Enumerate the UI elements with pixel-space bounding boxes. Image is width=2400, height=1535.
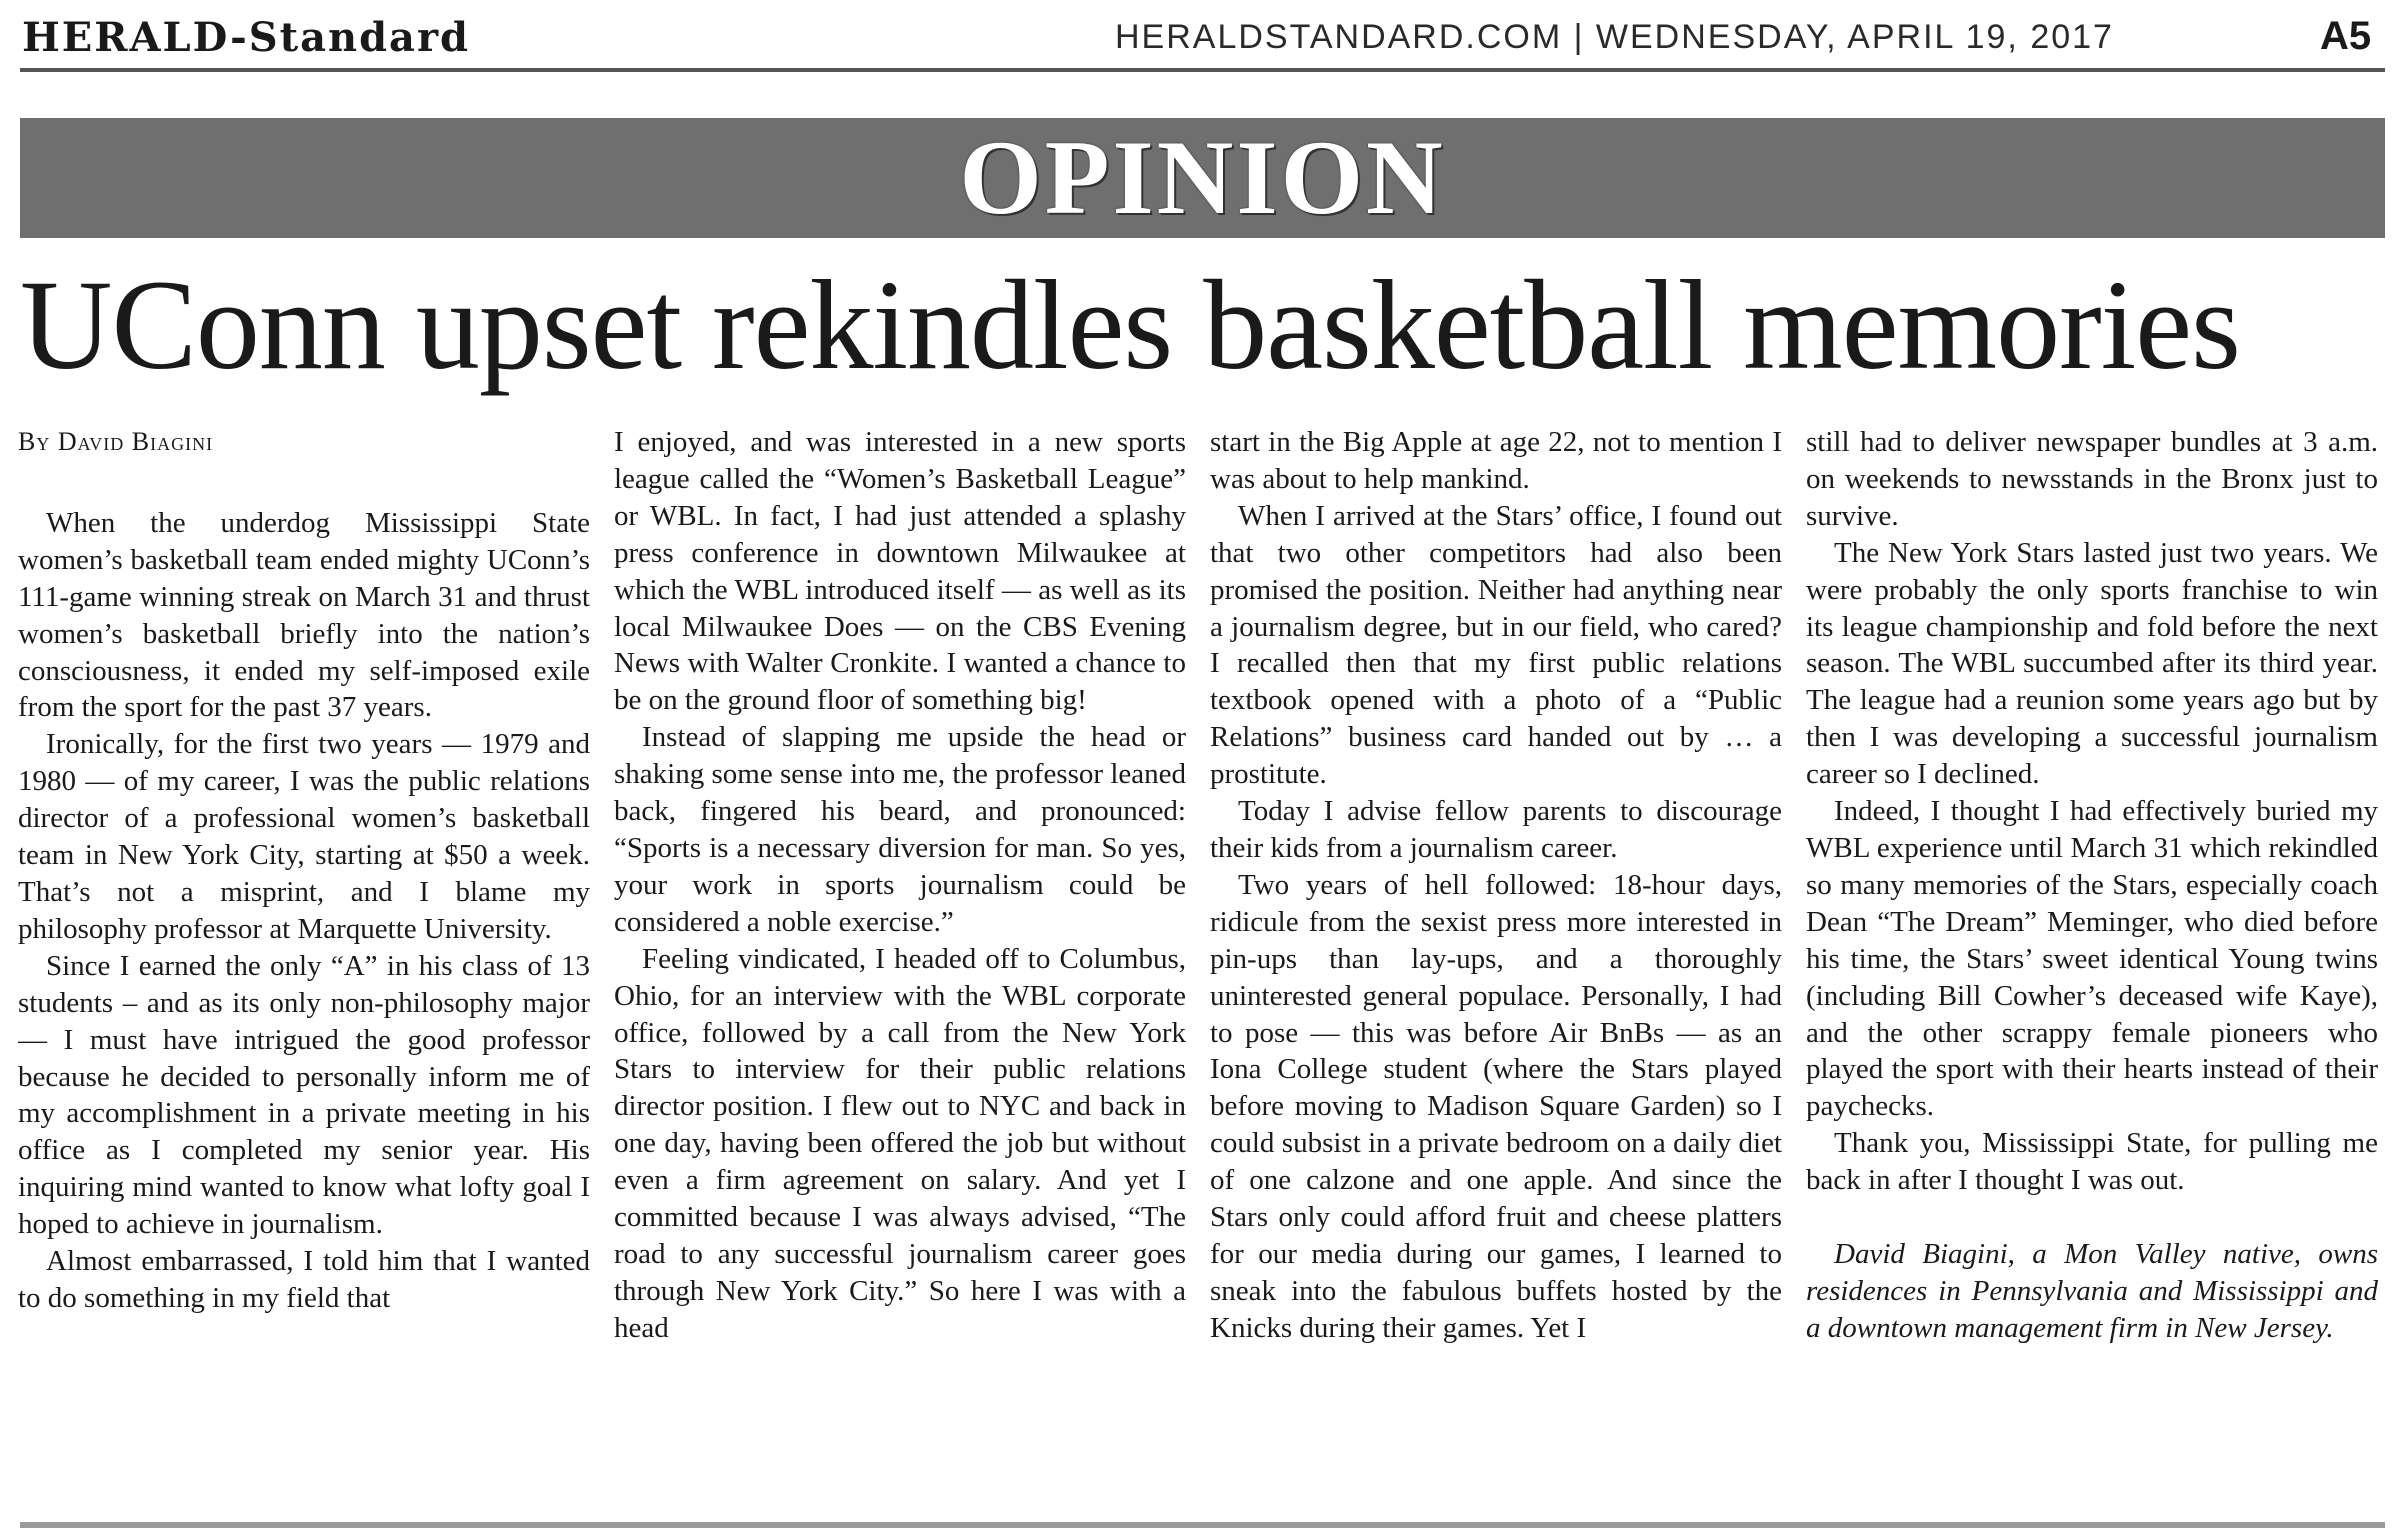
article-byline: By David Biagini (18, 427, 214, 456)
paragraph: Since I earned the only “A” in his class of 13 students – and as its only non-philosophy major — I must have intrigued the good professor because he decided to personally inform me of my accomplishment in a private meeting in his office as I completed my senior year. His inquiring mind wanted to know what lofty goal I hoped to achieve in journalism. (18, 949, 590, 1241)
paragraph: Instead of slapping me upside the head or shaking some sense into me, the professor leaned back, fingered his beard, and pronounced: “Sports is a necessary diversion for man. So yes, your work in sports journalism could be considered a noble exercise.” (614, 721, 1186, 938)
paragraph: Ironically, for the first two years — 1979 and 1980 — of my career, I was the public relations director of a professional women’s basketball team in New York City, starting at $50 a week. That’s not a misprint, and I blame my philosophy professor at Marquette University. (18, 728, 590, 945)
section-title: OPINION (959, 119, 1446, 236)
paragraph: start in the Big Apple at age 22, not to mention I was about to help mankind. (1210, 426, 1782, 495)
paragraph: I enjoyed, and was interested in a new sports league called the “Women’s Basketball League” or WBL. In fact, I had just attended a splashy press conference in downtown Milwaukee at which the WBL introduced itself — as well as its local Milwaukee Does — on the CBS Evening News with Walter Cronkite. I wanted a chance to be on the ground floor of something big! (614, 426, 1186, 717)
paragraph: When the underdog Mississippi State women’s basketball team ended mighty UConn’s 111-game winning streak on March 31 and thrust women’s basketball briefly into the nation’s consciousness, it ended my self-imposed exile from the sport for the past 37 years. (18, 506, 590, 724)
masthead-date-line: HERALDSTANDARD.COM | WEDNESDAY, APRIL 19, 2017 (1115, 18, 2114, 56)
paragraph: When I arrived at the Stars’ office, I found out that two other competitors had also been promised the position. Neither had anything near a journalism degree, but in our field, who cared? I recalled then that my first public relations textbook opened with a photo of a “Public Relations” business card handed out by … a prostitute. (1210, 499, 1782, 791)
paragraph: Feeling vindicated, I headed off to Columbus, Ohio, for an interview with the WBL corporate office, followed by a call from the New York Stars to interview for their public relations director position. I flew out to NYC and back in one day, having been offered the job but without even a firm agreement on salary. And yet I committed because I was always advised, “The road to any successful journalism career goes through New York City.” So here I was with a head (614, 942, 1186, 1344)
paragraph: Two years of hell followed: 18-hour days, ridicule from the sexist press more interested in pin-ups than lay-ups, and a thoroughly uninterested general populace. Personally, I had to pose — this was before Air BnBs — as an Iona College student (where the Stars played before moving to Madison Square Garden) so I could subsist in a private bedroom on a daily diet of one calzone and one apple. And since the Stars only could afford fruit and cheese platters for our media during our games, I learned to sneak into the fabulous buffets hosted by the Knicks during their games. Yet I (1210, 868, 1782, 1344)
author-tagline: David Biagini, a Mon Valley native, owns residences in Pennsylvania and Mississippi and a downtown management firm in New Jersey. (1806, 1238, 2378, 1344)
paragraph: Almost embarrassed, I told him that I wanted to do something in my field that (18, 1245, 590, 1314)
article-column-2 (614, 424, 1186, 1489)
page-bottom-rule (20, 1522, 2385, 1528)
paragraph: The New York Stars lasted just two years. We were probably the only sports franchise to win its league championship and fold before the next season. The WBL succumbed after its third year. The league had a reunion some years ago but by then I was developing a successful journalism career so I declined. (1806, 536, 2378, 791)
masthead-logo: HERALD-Standard (22, 14, 471, 61)
article-column-3 (1210, 424, 1782, 1489)
article-column-1 (18, 424, 590, 1489)
paragraph: Thank you, Mississippi State, for pulling me back in after I thought I was out. (1806, 1127, 2378, 1197)
article-headline: UConn upset rekindles basketball memories (20, 254, 2240, 396)
masthead-divider (20, 68, 2385, 72)
article-body (18, 424, 2390, 1484)
paragraph: still had to deliver newspaper bundles at 3 a.m. on weekends to newsstands in the Bronx just to survive. (1806, 426, 2378, 532)
paragraph: Indeed, I thought I had effectively buried my WBL experience until March 31 which rekindled so many memories of the Stars, especially coach Dean “The Dream” Meminger, who died before his time, the Stars’ sweet identical Young twins (including Bill Cowher’s deceased wife Kaye), and the other scrappy female pioneers who played the sport with their hearts instead of their paychecks. (1806, 795, 2378, 1123)
paragraph: Today I advise fellow parents to discourage their kids from a journalism career. (1210, 795, 1782, 864)
article-column-4 (1806, 424, 2378, 1489)
page-number: A5 (2320, 14, 2372, 58)
section-banner (20, 118, 2385, 238)
